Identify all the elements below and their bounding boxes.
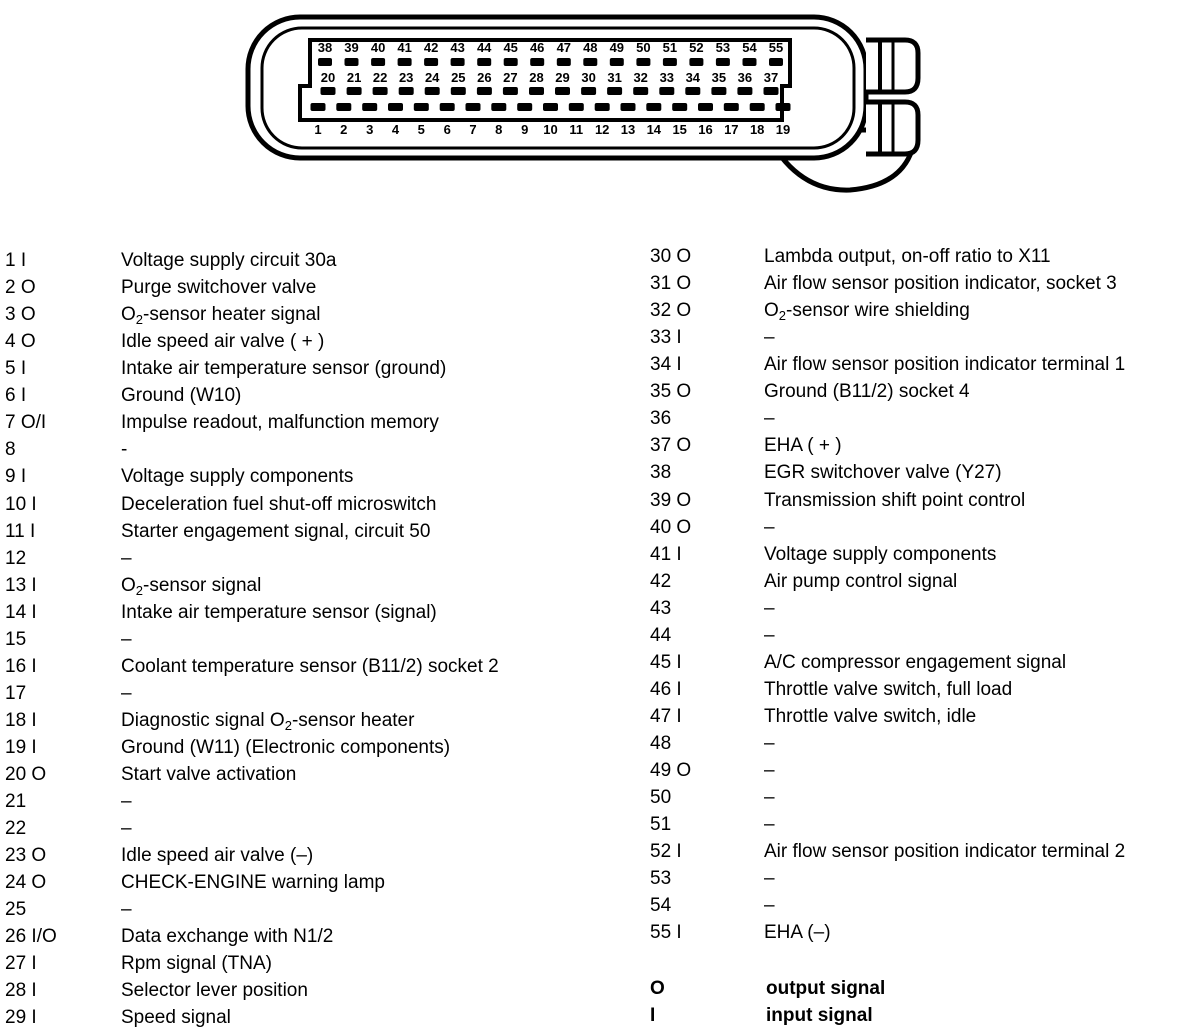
pin-description: Ground (B11/2) socket 4 xyxy=(764,381,970,403)
bottom-label-18: 18 xyxy=(749,122,765,137)
pin-number: 26 I/O xyxy=(5,926,57,948)
middle-pin-9 xyxy=(529,87,544,95)
pin-row xyxy=(650,569,1195,595)
pin-row xyxy=(5,816,605,842)
pin-number: 12 xyxy=(5,547,27,569)
pin-description: CHECK-ENGINE warning lamp xyxy=(121,872,385,894)
pin-number: 39 O xyxy=(650,489,692,511)
pin-row xyxy=(650,298,1195,324)
pin-row xyxy=(650,866,1195,892)
pin-description: Impulse readout, malfunction memory xyxy=(121,412,439,434)
pin-row xyxy=(5,519,605,545)
bottom-label-16: 16 xyxy=(698,122,713,137)
pin-number: 31 O xyxy=(650,273,692,295)
middle-pin-16 xyxy=(711,87,726,95)
middle-pin-3 xyxy=(373,87,388,95)
pin-row xyxy=(5,275,605,301)
bottom-pin-1 xyxy=(311,103,326,111)
pin-description: Purge switchover valve xyxy=(121,277,317,299)
pin-row xyxy=(650,515,1195,541)
pin-description: $O_2$-sensor wire shielding xyxy=(764,300,970,324)
middle-pin-10 xyxy=(555,87,570,95)
pin-description: – xyxy=(764,516,775,538)
pin-description: – xyxy=(764,327,775,349)
pin-number: 3 O xyxy=(5,304,36,326)
middle-pin-1 xyxy=(321,87,336,95)
pin-row xyxy=(5,546,605,572)
pin-row xyxy=(5,1005,605,1031)
pin-number: 53 xyxy=(650,868,672,890)
pin-row xyxy=(650,352,1195,378)
middle-pin-14 xyxy=(659,87,674,95)
pin-description: Rpm signal (TNA) xyxy=(121,953,272,975)
pin-number: 49 O xyxy=(650,760,692,781)
top-pin-3 xyxy=(371,58,385,66)
pin-description: EHA (–) xyxy=(764,922,831,944)
pin-number: 1 I xyxy=(5,250,27,271)
pin-number: 18 I xyxy=(5,709,37,731)
pin-description: $O_2$-sensor heater signal xyxy=(121,304,321,328)
pin-number: 55 I xyxy=(650,922,682,944)
bottom-pin-18 xyxy=(750,103,765,111)
top-pin-10 xyxy=(557,58,571,66)
pin-description: Air pump control signal xyxy=(764,570,958,592)
pin-number: 54 xyxy=(650,895,672,917)
pin-description: Throttle valve switch, idle xyxy=(764,705,977,727)
pin-description: – xyxy=(764,408,775,430)
top-label-46: 46 xyxy=(529,40,545,55)
pin-description: – xyxy=(764,732,775,754)
pin-description: Ground (W10) xyxy=(121,385,242,407)
middle-label-37: 37 xyxy=(763,70,779,85)
pin-row xyxy=(5,248,605,274)
pin-row xyxy=(5,464,605,490)
top-pin-4 xyxy=(398,58,412,66)
bottom-label-13: 13 xyxy=(620,122,636,137)
pin-description: – xyxy=(121,547,132,569)
pin-number: 48 xyxy=(650,732,672,754)
pin-number: 47 I xyxy=(650,705,682,727)
pin-description: Starter engagement signal, circuit 50 xyxy=(121,520,431,542)
top-pin-17 xyxy=(743,58,757,66)
pin-description: Lambda output, on-off ratio to X11 xyxy=(764,246,1051,267)
pin-number: 46 I xyxy=(650,678,682,700)
pin-description: EHA ( + ) xyxy=(764,435,842,457)
bottom-label-12: 12 xyxy=(594,122,610,137)
bottom-label-4: 4 xyxy=(391,122,400,137)
pin-number: 13 I xyxy=(5,574,37,596)
pin-description: Deceleration fuel shut-off microswitch xyxy=(121,493,437,515)
pin-row xyxy=(5,410,605,436)
pin-row xyxy=(650,379,1195,405)
bottom-pin-8 xyxy=(491,103,506,111)
pin-description: EGR switchover valve (Y27) xyxy=(764,462,1002,484)
pin-row xyxy=(5,843,605,869)
bottom-label-14: 14 xyxy=(646,122,662,137)
pin-row xyxy=(650,325,1195,351)
pin-row xyxy=(5,627,605,653)
pin-number: 2 O xyxy=(5,277,36,299)
pin-row xyxy=(650,920,1195,946)
top-label-53: 53 xyxy=(715,40,731,55)
pin-row xyxy=(5,600,605,626)
top-pin-11 xyxy=(583,58,597,66)
pin-row xyxy=(5,897,605,923)
pin-description: Selector lever position xyxy=(121,980,308,1002)
middle-pin-15 xyxy=(685,87,700,95)
legend-item xyxy=(650,976,1050,1002)
middle-label-29: 29 xyxy=(555,70,570,85)
middle-label-34: 34 xyxy=(685,70,701,85)
pin-description: Idle speed air valve ( + ) xyxy=(121,331,325,353)
pin-number: 42 xyxy=(650,570,672,592)
pin-row xyxy=(650,785,1195,811)
bottom-pin-15 xyxy=(672,103,687,111)
pin-number: 8 xyxy=(5,439,16,461)
pin-description: – xyxy=(764,787,775,808)
bottom-pin-2 xyxy=(336,103,351,111)
pin-row xyxy=(650,758,1195,784)
pin-description: A/C compressor engagement signal xyxy=(764,651,1067,673)
pin-row xyxy=(650,271,1195,297)
pin-row xyxy=(5,978,605,1004)
middle-pin-8 xyxy=(503,87,518,95)
pin-row xyxy=(5,708,605,734)
pin-description: Voltage supply components xyxy=(121,466,354,488)
pin-description: – xyxy=(121,791,132,812)
pin-row xyxy=(5,329,605,355)
pin-number: 45 I xyxy=(650,651,682,673)
pin-number: 50 xyxy=(650,787,672,808)
pin-description: – xyxy=(121,682,132,704)
pin-number: 23 O xyxy=(5,845,47,867)
pin-description: – xyxy=(764,895,775,917)
pin-description: Throttle valve switch, full load xyxy=(764,678,1013,700)
middle-label-27: 27 xyxy=(503,70,518,85)
top-pin-5 xyxy=(424,58,438,66)
pin-number: 36 xyxy=(650,408,672,430)
top-pin-1 xyxy=(318,58,332,66)
top-pin-9 xyxy=(530,58,544,66)
middle-pin-18 xyxy=(764,87,779,95)
top-pin-13 xyxy=(636,58,650,66)
bottom-pin-12 xyxy=(595,103,610,111)
pin-number: 28 I xyxy=(5,980,37,1002)
top-label-54: 54 xyxy=(742,40,757,55)
top-pin-8 xyxy=(504,58,518,66)
pin-description: - xyxy=(121,439,128,461)
pin-number: 22 xyxy=(5,818,27,840)
top-label-40: 40 xyxy=(370,40,386,55)
pin-description: Ground (W11) (Electronic components) xyxy=(121,736,451,758)
middle-pin-5 xyxy=(425,87,440,95)
top-pin-2 xyxy=(345,58,359,66)
pin-row xyxy=(5,383,605,409)
legend-item xyxy=(650,1003,1050,1029)
bottom-pin-10 xyxy=(543,103,558,111)
pin-row xyxy=(650,839,1195,865)
pin-number: 44 xyxy=(650,624,672,646)
middle-pin-2 xyxy=(347,87,362,95)
pin-description: – xyxy=(764,814,775,836)
pin-row xyxy=(650,433,1195,459)
pin-description: – xyxy=(764,624,775,646)
pin-description: Start valve activation xyxy=(121,764,297,785)
middle-label-20: 20 xyxy=(320,70,336,85)
middle-label-30: 30 xyxy=(581,70,596,85)
pin-number: 40 O xyxy=(650,516,692,538)
bottom-label-19: 19 xyxy=(775,122,791,137)
pin-number: 5 I xyxy=(5,358,27,380)
bottom-label-2: 2 xyxy=(340,122,348,137)
pin-number: 11 I xyxy=(5,520,36,542)
bottom-label-15: 15 xyxy=(672,122,687,137)
pin-row xyxy=(650,244,1195,270)
pin-row xyxy=(5,573,605,599)
bottom-label-10: 10 xyxy=(543,122,558,137)
top-label-48: 48 xyxy=(583,40,598,55)
pin-number: 19 I xyxy=(5,736,37,758)
middle-label-22: 22 xyxy=(372,70,388,85)
pin-row xyxy=(650,704,1195,730)
top-pin-18 xyxy=(769,58,783,66)
pin-description: Speed signal xyxy=(121,1007,231,1029)
middle-label-35: 35 xyxy=(711,70,727,85)
bottom-pin-5 xyxy=(414,103,429,111)
top-label-42: 42 xyxy=(423,40,439,55)
top-label-43: 43 xyxy=(450,40,465,55)
pin-description: Voltage supply circuit 30a xyxy=(121,250,337,271)
middle-label-24: 24 xyxy=(424,70,440,85)
bottom-pin-19 xyxy=(776,103,791,111)
pin-number: 37 O xyxy=(650,435,692,457)
pin-description: – xyxy=(764,868,775,890)
bottom-label-5: 5 xyxy=(417,122,425,137)
pin-number: 15 xyxy=(5,628,27,650)
bottom-label-7: 7 xyxy=(469,122,477,137)
pin-row xyxy=(5,870,605,896)
pin-description: Intake air temperature sensor (signal) xyxy=(121,601,437,623)
pin-row xyxy=(650,812,1195,838)
top-pin-12 xyxy=(610,58,624,66)
pin-row xyxy=(650,596,1195,622)
pin-number: 25 xyxy=(5,899,27,921)
middle-label-36: 36 xyxy=(737,70,753,85)
top-pin-15 xyxy=(689,58,703,66)
pin-row xyxy=(5,492,605,518)
middle-label-21: 21 xyxy=(346,70,362,85)
pin-number: 34 I xyxy=(650,354,682,376)
pin-row xyxy=(5,924,605,950)
middle-pin-11 xyxy=(581,87,596,95)
pin-description: – xyxy=(764,597,775,619)
top-label-52: 52 xyxy=(689,40,704,55)
pin-row xyxy=(5,302,605,328)
pin-description: – xyxy=(764,760,775,781)
bottom-label-9: 9 xyxy=(521,122,529,137)
bottom-pin-6 xyxy=(440,103,455,111)
bottom-pin-7 xyxy=(466,103,481,111)
pin-row xyxy=(650,406,1195,432)
bottom-pin-16 xyxy=(698,103,713,111)
top-label-50: 50 xyxy=(636,40,651,55)
pin-row xyxy=(5,437,605,463)
middle-pin-12 xyxy=(607,87,622,95)
bottom-pin-17 xyxy=(724,103,739,111)
top-label-51: 51 xyxy=(662,40,678,55)
pin-number: 30 O xyxy=(650,246,692,267)
middle-pin-7 xyxy=(477,87,492,95)
pin-row xyxy=(5,762,605,788)
bottom-label-8: 8 xyxy=(495,122,503,137)
pin-description: Transmission shift point control xyxy=(764,489,1026,511)
bottom-label-1: 1 xyxy=(314,122,322,137)
top-pin-7 xyxy=(477,58,491,66)
pin-description: Diagnostic signal $O_2$-sensor heater xyxy=(121,709,415,733)
pin-number: 10 I xyxy=(5,493,37,515)
pin-row xyxy=(650,623,1195,649)
pin-row xyxy=(5,951,605,977)
pin-number: 4 O xyxy=(5,331,36,353)
bottom-label-11: 11 xyxy=(569,122,584,137)
pin-number: 24 O xyxy=(5,872,47,894)
top-label-39: 39 xyxy=(344,40,359,55)
pin-number: 27 I xyxy=(5,953,37,975)
pin-row xyxy=(5,681,605,707)
pin-number: 35 O xyxy=(650,381,692,403)
top-label-38: 38 xyxy=(317,40,333,55)
pin-number: 51 xyxy=(650,814,672,836)
pin-row xyxy=(650,650,1195,676)
bottom-pin-4 xyxy=(388,103,403,111)
middle-label-23: 23 xyxy=(398,70,414,85)
bottom-pin-9 xyxy=(517,103,532,111)
pin-number: 32 O xyxy=(650,300,692,322)
top-label-47: 47 xyxy=(556,40,572,55)
top-label-41: 41 xyxy=(397,40,412,55)
middle-label-33: 33 xyxy=(659,70,675,85)
pin-description: Air flow sensor position indicator terminal 2 xyxy=(764,841,1126,863)
bottom-pin-11 xyxy=(569,103,584,111)
legend-symbol: O xyxy=(650,978,665,999)
pin-row xyxy=(650,542,1195,568)
middle-label-28: 28 xyxy=(529,70,544,85)
pin-number: 17 xyxy=(5,682,27,704)
pin-number: 41 I xyxy=(650,543,682,565)
top-label-44: 44 xyxy=(476,40,492,55)
pin-row xyxy=(650,488,1195,514)
pin-row xyxy=(5,789,605,815)
pin-number: 20 O xyxy=(5,764,47,785)
legend-symbol: I xyxy=(650,1005,656,1026)
pin-row xyxy=(650,460,1195,486)
bottom-pin-3 xyxy=(362,103,377,111)
pin-description: – xyxy=(121,818,132,840)
middle-pin-4 xyxy=(399,87,414,95)
pin-number: 14 I xyxy=(5,601,37,623)
pin-description: Coolant temperature sensor (B11/2) socket 2 xyxy=(121,655,499,677)
bottom-label-17: 17 xyxy=(724,122,739,137)
legend-meaning: output signal xyxy=(766,978,886,999)
legend-meaning: input signal xyxy=(766,1005,873,1026)
bottom-label-6: 6 xyxy=(443,122,451,137)
pin-description: Idle speed air valve (–) xyxy=(121,845,314,867)
middle-label-25: 25 xyxy=(451,70,466,85)
top-pin-6 xyxy=(451,58,465,66)
pin-description: – xyxy=(121,628,132,650)
pin-number: 29 I xyxy=(5,1007,37,1029)
pin-description: – xyxy=(121,899,132,921)
middle-label-32: 32 xyxy=(633,70,648,85)
top-label-45: 45 xyxy=(503,40,518,55)
pin-number: 16 I xyxy=(5,655,37,677)
pin-description: Data exchange with N1/2 xyxy=(121,926,334,948)
pin-description: Air flow sensor position indicator, socket 3 xyxy=(764,273,1117,295)
pin-number: 38 xyxy=(650,462,672,484)
ecu-connector-diagram xyxy=(0,0,1200,210)
pin-row xyxy=(5,735,605,761)
pin-description: $O_2$-sensor signal xyxy=(121,574,262,598)
pin-number: 9 I xyxy=(5,466,27,488)
pin-number: 43 xyxy=(650,597,672,619)
bottom-pin-14 xyxy=(646,103,661,111)
top-pin-14 xyxy=(663,58,677,66)
pin-description: Intake air temperature sensor (ground) xyxy=(121,358,447,380)
pin-number: 52 I xyxy=(650,841,682,863)
pin-number: 7 O/I xyxy=(5,412,47,434)
pin-row xyxy=(5,356,605,382)
top-pin-16 xyxy=(716,58,730,66)
pin-row xyxy=(650,893,1195,919)
middle-label-26: 26 xyxy=(477,70,492,85)
pin-description: Voltage supply components xyxy=(764,543,997,565)
top-label-55: 55 xyxy=(768,40,784,55)
pin-description: Air flow sensor position indicator terminal 1 xyxy=(764,354,1126,376)
pin-row xyxy=(650,731,1195,757)
middle-label-31: 31 xyxy=(607,70,622,85)
pin-number: 6 I xyxy=(5,385,27,407)
top-label-49: 49 xyxy=(609,40,625,55)
pin-row xyxy=(5,654,605,680)
pin-number: 21 xyxy=(5,791,27,812)
middle-pin-17 xyxy=(737,87,752,95)
pin-number: 33 I xyxy=(650,327,682,349)
bottom-pin-13 xyxy=(621,103,636,111)
middle-pin-6 xyxy=(451,87,466,95)
middle-pin-13 xyxy=(633,87,648,95)
bottom-label-3: 3 xyxy=(366,122,374,137)
pin-row xyxy=(650,677,1195,703)
